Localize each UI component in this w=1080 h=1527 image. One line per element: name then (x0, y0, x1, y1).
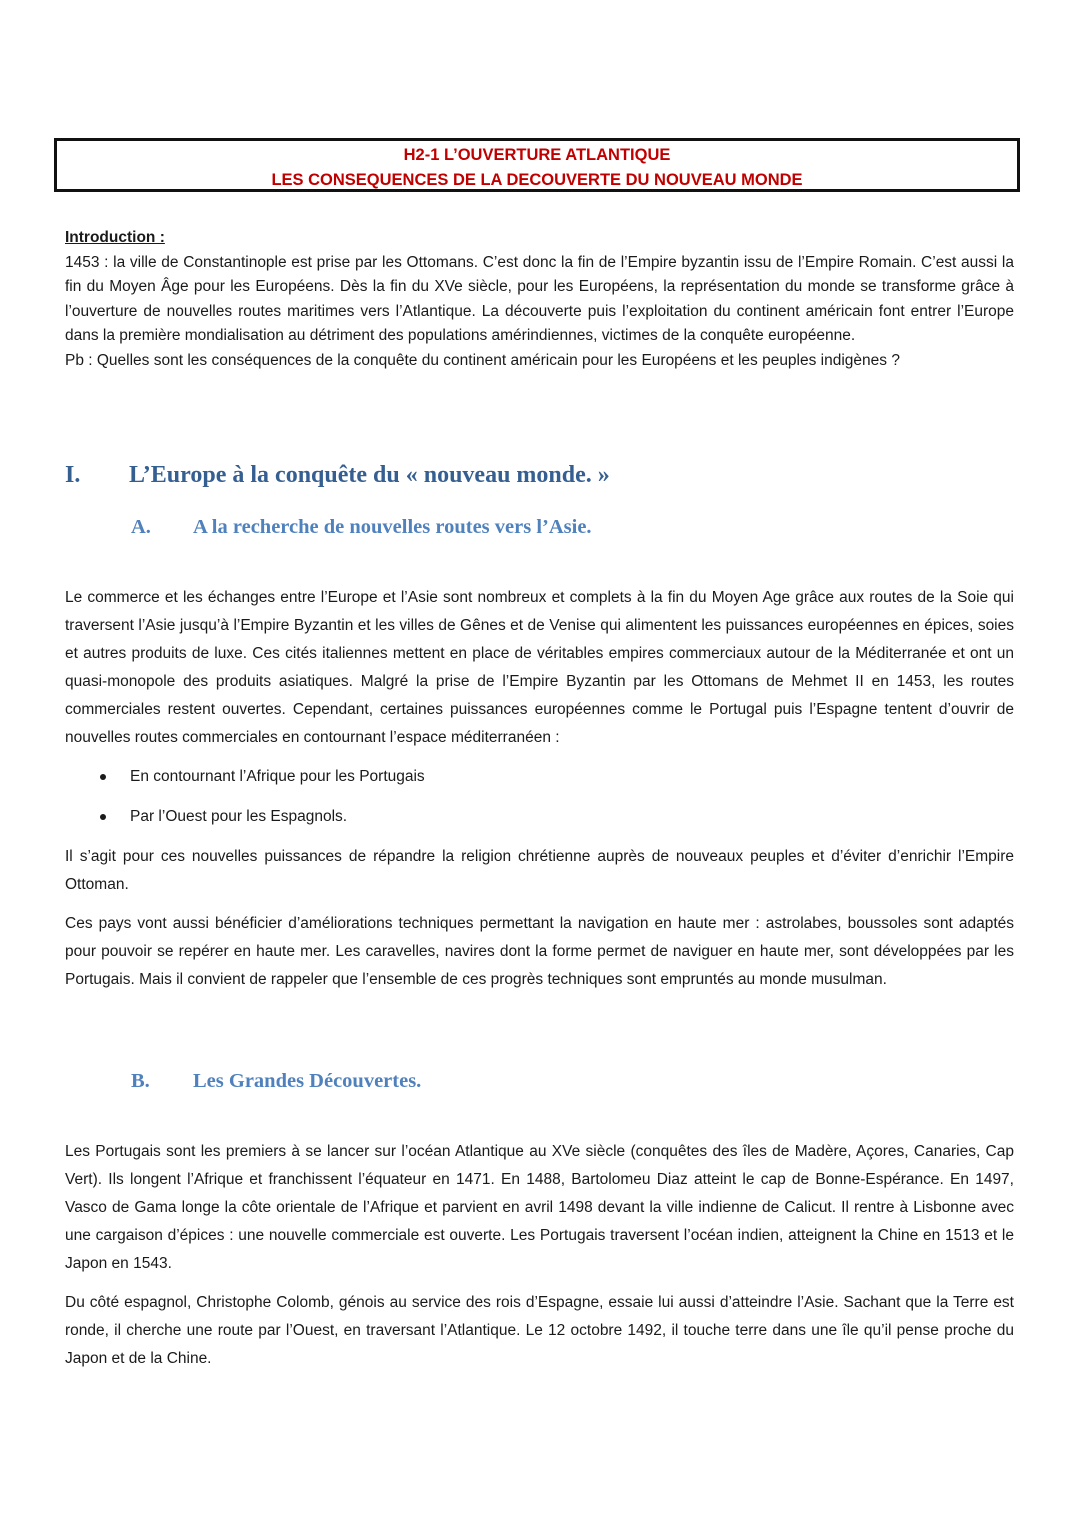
part-b-body (65, 1138, 1014, 1384)
title-line-2: LES CONSEQUENCES DE LA DECOUVERTE DU NOUVEAU MONDE (271, 171, 803, 189)
list-item: En contournant l’Afrique pour les Portugais (65, 763, 1014, 791)
part-a-heading (131, 516, 592, 539)
list-item: Par l’Ouest pour les Espagnols. (65, 803, 1014, 831)
part-b-paragraph-2: Du côté espagnol, Christophe Colomb, génois au service des rois d’Espagne, essaie lui aussi d’atteindre l’Asie. Sachant que la Terre est ronde, il cherche une route par l’Ouest, en traversant l’Atlantique. Le 12 octobre 1492, il touche terre dans une île qu’il pense proche du Japon et de la Chine. (65, 1294, 1014, 1367)
introduction (65, 226, 1014, 373)
section-1-number: I. (65, 462, 81, 488)
part-a-body (65, 584, 1014, 1005)
part-b-paragraph-1: Les Portugais sont les premiers à se lancer sur l’océan Atlantique au XVe siècle (conquêtes des îles de Madère, Açores, Canaries, Cap Vert). Ils longent l’Afrique et franchissent l’équateur en 1471. En 1488, Bartolomeu Diaz atteint le cap de Bonne-Espérance. En 1497, Vasco de Gama longe la côte orientale de l’Afrique et parvient en avril 1498 devant la ville indienne de Calicut. Il rentre à Lisbonne avec une cargaison d’épices : une nouvelle commerciale est ouverte. Les Portugais traversent l’océan indien, atteignent la Chine en 1513 et le Japon en 1543. (65, 1143, 1014, 1272)
intro-paragraph: 1453 : la ville de Constantinople est prise par les Ottomans. C’est donc la fin de l’Empire byzantin issu de l’Empire Romain. C’est aussi la fin du Moyen Âge pour les Européens. Dès la fin du XVe siècle, pour les Européens, la représentation du monde se transforme grâce à l’ouverture de nouvelles routes maritimes vers l’Atlantique. La découverte puis l’exploitation du continent américain font entrer l’Europe dans la première mondialisation au détriment des populations amérindiennes, victimes de la conquête européenne. (65, 253, 1014, 344)
part-a-bullet-list (65, 763, 1014, 831)
part-a-paragraph-1: Le commerce et les échanges entre l’Europe et l’Asie sont nombreux et complets à la fin du Moyen Age grâce aux routes de la Soie qui traversent l’Asie jusqu’à l’Empire Byzantin et les villes de Gênes et de Venise qui alimentent les puissances européennes en épices, soies et autres produits de luxe. Ces cités italiennes mettent en place de véritables empires commerciaux autour de la Méditerranée et ont un quasi-monopole des produits asiatiques. Malgré la prise de l’Empire Byzantin par les Ottomans de Mehmet II en 1453, les routes commerciales restent ouvertes. Cependant, certaines puissances européennes comme le Portugal puis l’Espagne tentent d’ouvrir de nouvelles routes commerciales en contournant l’espace méditerranéen : (65, 589, 1014, 746)
title-line-1: H2-1 L’OUVERTURE ATLANTIQUE (403, 146, 671, 164)
bullet-icon (100, 814, 106, 820)
part-a-number: A. (131, 516, 151, 538)
bullet-icon (100, 774, 106, 780)
intro-problem: Pb : Quelles sont les conséquences de la conquête du continent américain pour les Européens et les peuples indigènes ? (65, 351, 900, 369)
part-a-paragraph-3: Ces pays vont aussi bénéficier d’améliorations techniques permettant la navigation en haute mer : astrolabes, boussoles sont adaptés pour pouvoir se repérer en haute mer. Les caravelles, navires dont la forme permet de naviguer en haute mer, sont développées par les Portugais. Mais il convient de rappeler que l’ensemble de ces progrès techniques sont empruntés au monde musulman. (65, 915, 1014, 988)
part-b-heading (131, 1070, 421, 1093)
section-1-heading (65, 462, 610, 489)
part-a-paragraph-2: Il s’agit pour ces nouvelles puissances de répandre la religion chrétienne auprès de nouveaux peuples et d’éviter d’enrichir l’Empire Ottoman. (65, 848, 1014, 893)
part-b-number: B. (131, 1070, 150, 1092)
intro-heading: Introduction : (65, 229, 165, 246)
part-b-title: Les Grandes Découvertes. (193, 1070, 422, 1092)
section-1-title: L’Europe à la conquête du « nouveau monde. » (129, 462, 610, 488)
part-a-title: A la recherche de nouvelles routes vers l’Asie. (193, 516, 592, 538)
document-title-box (54, 138, 1020, 192)
